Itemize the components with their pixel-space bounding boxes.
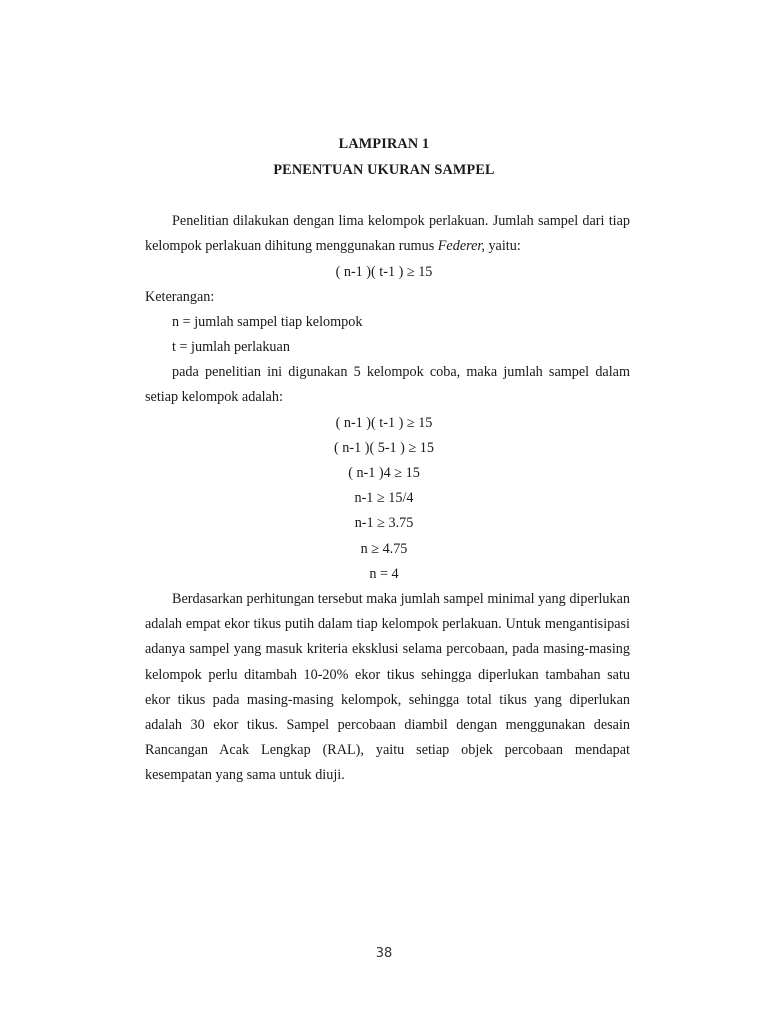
application-text: pada penelitian ini digunakan 5 kelompok coba, maka jumlah sampel dalam setiap kelompok adalah:	[145, 364, 630, 406]
calc-step-3: ( n-1 )4 ≥ 15	[348, 465, 420, 481]
calc-step-6: n ≥ 4.75	[360, 541, 408, 557]
intro-text-before: Penelitian dilakukan dengan lima kelompok perlakuan. Jumlah sampel dari tiap kelompok perlakuan dihitung menggunakan rumus	[145, 213, 630, 255]
conclusion-paragraph	[145, 587, 630, 789]
calc-step-1: ( n-1 )( t-1 ) ≥ 15	[335, 415, 433, 431]
federer-formula: ( n-1 )( t-1 ) ≥ 15	[335, 264, 433, 280]
page-number: 38	[375, 946, 393, 961]
calc-step-4: n-1 ≥ 15/4	[354, 490, 414, 506]
definition-n: n = jumlah sampel tiap kelompok	[172, 314, 363, 330]
definition-t: t = jumlah perlakuan	[172, 339, 290, 355]
appendix-title: LAMPIRAN 1	[338, 136, 430, 152]
intro-text-after: yaitu:	[484, 238, 521, 255]
federer-formula-name: Federer,	[437, 238, 485, 255]
intro-text	[145, 209, 630, 259]
calc-step-5: n-1 ≥ 3.75	[354, 515, 414, 531]
appendix-subtitle: PENENTUAN UKURAN SAMPEL	[273, 162, 495, 178]
keterangan-label: Keterangan:	[145, 289, 215, 305]
intro-paragraph	[145, 209, 630, 259]
calc-step-2: ( n-1 )( 5-1 ) ≥ 15	[334, 440, 434, 456]
calc-step-7: n = 4	[369, 566, 399, 582]
conclusion-text: Berdasarkan perhitungan tersebut maka jumlah sampel minimal yang diperlukan adalah empat ekor tikus putih dalam tiap kelompok perlakuan. Untuk mengantisipasi adanya sampel yang masuk kriteria eksklusi selama percobaan, pada masing-masing kelompok perlu ditambah 10-20% ekor tikus sehingga diperlukan tambahan satu ekor tikus pada masing-masing kelompok, sehingga total tikus yang diperlukan adalah 30 ekor tikus. Sampel percobaan diambil dengan menggunakan desain Rancangan Acak Lengkap (RAL), yaitu setiap objek percobaan mendapat kesempatan yang sama untuk diuji.	[145, 591, 630, 784]
application-paragraph	[145, 360, 630, 410]
